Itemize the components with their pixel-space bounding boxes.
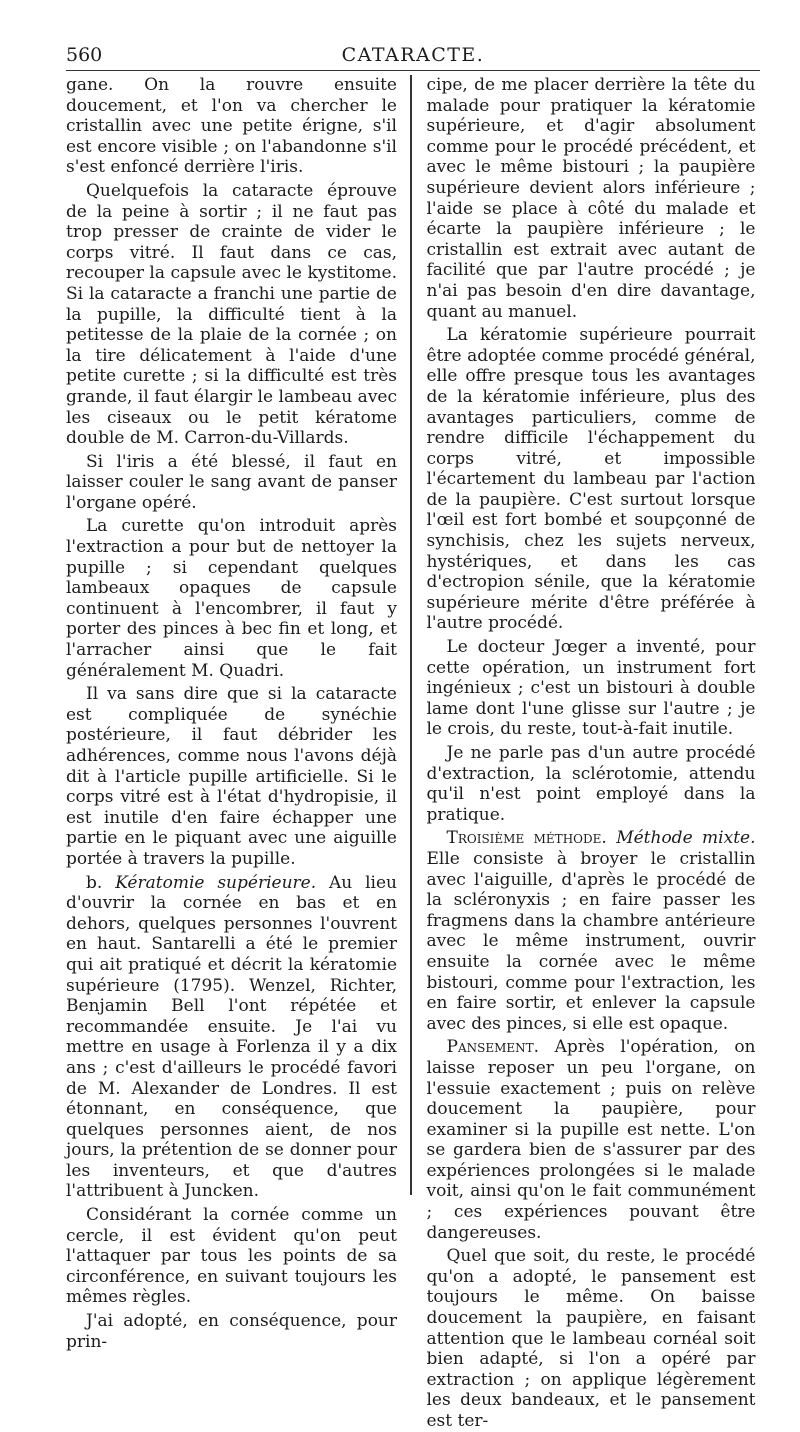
section-text: Elle consiste à broyer le cristallin avec l'aiguille, d'après le procédé de la scléronyxis ; en faire passer les fragmens dans la chambre antérieure avec le même instrument, ouvrir ensuite la cornée avec le même bistouri, comme pour l'extraction, les en faire sortir, et enlever la capsule avec des pinces, si elle est opaque. [426, 848, 756, 1034]
paragraph-methode-mixte [427, 828, 756, 1034]
paragraph: Il va sans dire que si la cataracte est compliquée de synéchie postérieure, il faut débrider les adhérences, comme nous l'avons déjà dit à l'article pupille artificielle. Si le corps vitré est à l'état d'hydropisie, il est inutile d'en faire échapper une partie en le piquant avec une aiguille portée à travers la pupille. [66, 684, 397, 869]
page-header [66, 42, 760, 71]
right-column [419, 75, 756, 1431]
section-text: Après l'opération, on laisse reposer un peu l'organe, on l'essuie exactement ; puis on relève doucement la paupière, pour examiner si la pupille est nette. L'on se gardera bien de s'assurer par des expériences prolongées si le malade voit, ainsi qu'on le fait communément ; ces expériences pouvant être dangereuses. [426, 1037, 756, 1243]
section-text: Au lieu d'ouvrir la cornée en bas et en dehors, quelques personnes l'ouvrent en haut. Santarelli a été le premier qui ait pratiqué et décrit la kératomie supérieure (1795). Wenzel, Richter, Benjamin Bell l'ont répétée et recommandée ensuite. Je l'ai vu mettre en usage à Forlenza il y a dix ans ; c'est d'ailleurs le procédé favori de M. Alexander de Londres. Il est étonnant, en conséquence, que quelques personnes aient, de nos jours, la prétention de se donner pour les inventeurs, et que d'autres l'attribuent à Juncken. [66, 872, 397, 1202]
section-label: Pansement. [446, 1037, 540, 1058]
paragraph: J'ai adopté, en conséquence, pour prin- [66, 1311, 397, 1352]
paragraph-keratomie-superieure [66, 873, 397, 1203]
paragraph: Le docteur Jœger a inventé, pour cette opération, un instrument fort ingénieux ; c'est un bistouri à double lame dont l'une glisse sur l'autre ; je le crois, du reste, tout-à-fait inutile. [426, 637, 756, 740]
paragraph: Quel que soit, du reste, le procédé qu'on a adopté, le pansement est toujours le même. On baisse doucement la paupière, en faisant attention que le lambeau cornéal soit bien adapté, si l'on a opéré par extraction ; on applique légèrement les deux bandeaux, et le pansement est ter- [426, 1246, 756, 1431]
section-title: Kératomie supérieure. [115, 872, 317, 893]
paragraph: La curette qu'on introduit après l'extraction a pour but de nettoyer la pupille ; si cependant quelques lambeaux opaques de capsule continuent à l'encombrer, il faut y porter des pinces à bec fin et long, et l'arracher ainsi que le fait généralement M. Quadri. [66, 516, 397, 681]
paragraph: La kératomie supérieure pourrait être adoptée comme procédé général, elle offre presque tous les avantages de la kératomie inférieure, plus des avantages particuliers, comme de rendre difficile l'échappement du corps vitré, et impossible l'écartement du lambeau par l'action de la paupière. C'est surtout lorsque l'œil est fort bombé et soupçonné de synchisis, chez les sujets nerveux, hystériques, et dans les cas d'ectropion sénile, que la kératomie supérieure mérite d'être préférée à l'autre procédé. [426, 325, 756, 634]
paragraph-pansement [427, 1037, 756, 1243]
section-label: Troisième méthode. [446, 828, 607, 849]
page-number: 560 [66, 44, 103, 66]
paragraph: gane. On la rouvre ensuite doucement, et l'on va chercher le cristallin avec une petite érigne, s'il est encore visible ; on l'abandonne s'il s'est enfoncé derrière l'iris. [66, 75, 397, 178]
column-divider [410, 75, 412, 1195]
paragraph: cipe, de me placer derrière la tête du malade pour pratiquer la kératomie supérieure, et d'agir absolument comme pour le procédé précédent, et avec le même bistouri ; la paupière supérieure devient alors inférieure ; l'aide se place à côté du malade et écarte la paupière inférieure ; le cristallin est extrait avec autant de facilité que par l'autre procédé ; je n'ai pas besoin d'en dire davantage, quant au manuel. [426, 75, 756, 322]
paragraph: Quelquefois la cataracte éprouve de la peine à sortir ; il ne faut pas trop presser de crainte de vider le corps vitré. Il faut dans ce cas, recouper la capsule avec le kystitome. Si la cataracte a franchi une partie de la pupille, la difficulté tient à la petitesse de la plaie de la cornée ; on la tire délicatement à l'aide d'une petite curette ; si la difficulté est très grande, il faut élargir le lambeau avec les ciseaux ou le petit kératome double de M. Carron-du-Villards. [66, 180, 397, 449]
section-label: b. [86, 872, 103, 893]
paragraph: Considérant la cornée comme un cercle, il est évident qu'on peut l'attaquer par tous les points de sa circonférence, en suivant toujours les mêmes règles. [66, 1205, 397, 1308]
paragraph: Je ne parle pas d'un autre procédé d'extraction, la sclérotomie, attendu qu'il n'est point employé dans la pratique. [426, 743, 756, 825]
section-title: Méthode mixte. [616, 828, 756, 849]
paragraph: Si l'iris a été blessé, il faut en laisser couler le sang avant de panser l'organe opéré. [66, 451, 397, 513]
running-title: CATARACTE. [341, 44, 485, 66]
text-columns [66, 75, 760, 1431]
left-column [66, 75, 403, 1352]
